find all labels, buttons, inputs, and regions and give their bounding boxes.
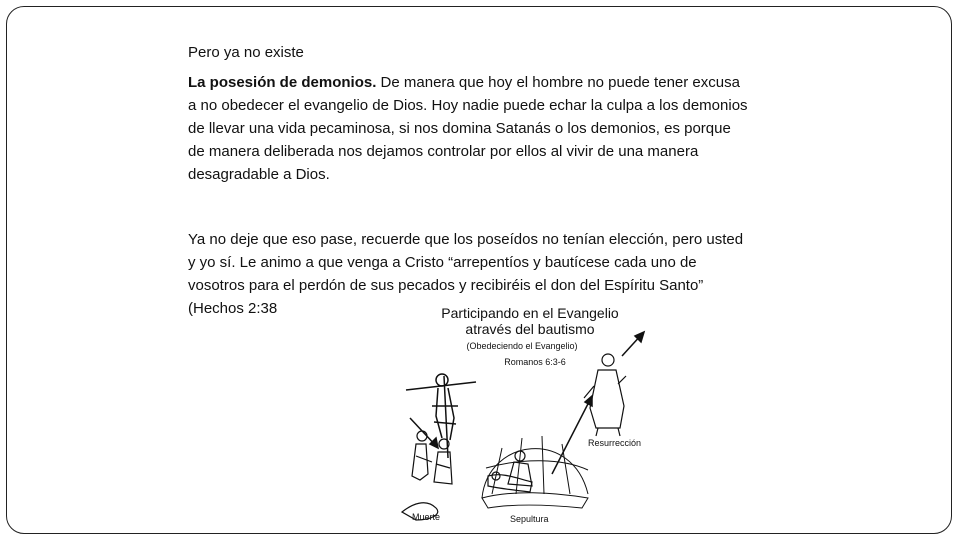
baptism-drawing — [392, 298, 668, 528]
paragraph-bold-lead: La posesión de demonios. — [188, 74, 377, 91]
burial-figures — [488, 451, 532, 492]
paragraph-invitation: Ya no deje que eso pase, recuerde que los poseídos no tenían elección, pero usted y yo sí. Le animo a que venga a Cristo “arrepentíos y bautícese cada uno de vosotros para el perdón de sus pecados y recibiréis el don del Espíritu Santo” (Hechos 2:38 — [188, 231, 744, 317]
paragraph-demon-possession — [188, 71, 748, 186]
paragraph-body: De manera que hoy el hombre no puede tener excusa a no obedecer el evangelio de Dios. Hoy nadie puede echar la culpa a los demonios de llevar una vida pecaminosa, si nos domina Satanás o los demonios, es porque de manera deliberada nos dejamos controlar por ellos al vivir de una manera desagradable a Dios. — [188, 74, 748, 183]
baptism-illustration — [392, 298, 668, 528]
slide-heading: Pero ya no existe — [188, 44, 304, 61]
illustration-reference: Romanos 6:3-6 — [504, 357, 566, 367]
cross-figure — [406, 374, 476, 458]
label-resurrection: Resurrección — [588, 438, 642, 448]
label-burial: Sepultura — [510, 514, 549, 524]
resurrection-figure — [584, 354, 626, 436]
illustration-subtitle: (Obedeciendo el Evangelio) — [466, 341, 578, 351]
illustration-title-line2: através del bautismo — [465, 321, 595, 337]
illustration-title-line1: Participando en el Evangelio — [441, 305, 619, 321]
label-death: Muerte — [412, 512, 441, 522]
mourners-figure — [412, 431, 452, 484]
water-shape — [482, 493, 588, 508]
tomb-dome — [482, 436, 588, 498]
